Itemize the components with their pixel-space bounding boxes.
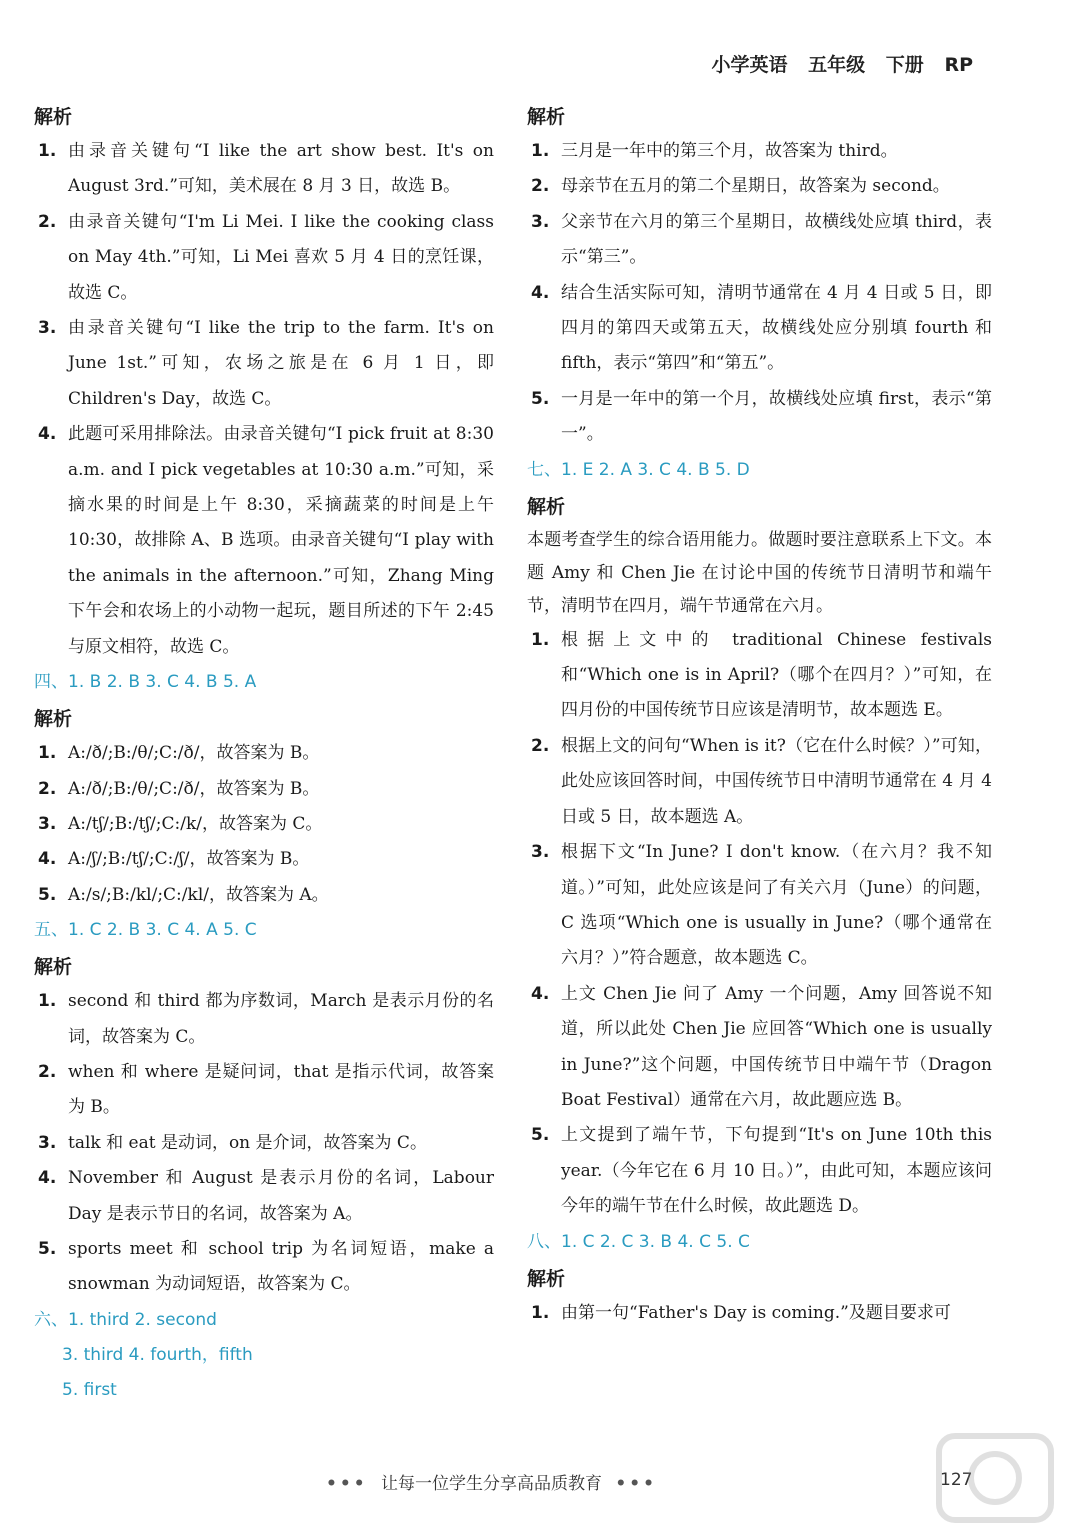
item-number: 2. [38,211,57,232]
section-4-answers: 四、1. B 2. B 3. C 4. B 5. A [34,672,257,693]
analysis-item [527,382,992,453]
page-header [698,50,973,77]
item-number: 4. [531,282,550,303]
footer-slogan: 让每一位学生分享高品质教育 [381,1474,603,1494]
item-text: 上文 Chen Jie 问了 Amy 一个问题，Amy 回答说不知道，所以此处 Chen Jie 应回答“Which one is usually in June?”这个问题，中国传统节日中端午节（Dragon Boat Festival）通常在六月，故此题应选 B。 [561,983,992,1110]
item-text: A:/tʃ/;B:/tʃ/;C:/k/，故答案为 C。 [68,813,323,834]
analysis-list [527,134,992,453]
analysis-item [34,807,494,842]
item-number: 3. [38,813,57,834]
item-text: 父亲节在六月的第三个星期日，故横线处应填 third，表示“第三”。 [561,211,992,268]
analysis-item [527,205,992,276]
item-text: talk 和 eat 是动词，on 是介词，故答案为 C。 [68,1132,427,1153]
item-text: 此题可采用排除法。由录音关键句“I pick fruit at 8:30 a.m. and I pick vegetables at 10:30 a.m.”可知，采摘水果的时间是上午 8:30，采摘蔬菜的时间是上午 10:30，故排除 A、B 选项。由录音关键句“I play with the animals in the afternoon.”可知，Zhang Ming 下午会和农场上的小动物一起玩，题目所述的下午 2:45 与原文相符，故选 C。 [68,424,494,657]
item-number: 3. [38,318,57,339]
section-5-analysis-list [34,984,494,1303]
item-number: 5. [38,884,57,905]
item-text: A:/ʃ/;B:/tʃ/;C:/ʃ/，故答案为 B。 [68,849,310,870]
footer-dots-left: ••• [326,1474,368,1494]
analysis-list [34,134,494,665]
analysis-item [34,417,494,665]
item-number: 4. [38,1168,57,1189]
item-number: 4. [38,424,57,445]
header-grade: 五年级 [808,54,866,76]
item-number: 3. [531,211,550,232]
item-number: 1. [531,1302,550,1323]
section-8-analysis-list [527,1296,992,1331]
header-volume: 下册 [885,54,924,76]
section-6-answers-line-3: 5. first [62,1379,117,1400]
section-6-answers-line-1: 六、1. third 2. second [34,1309,217,1330]
analysis-item [34,1232,494,1303]
item-number: 2. [531,176,550,197]
item-number: 2. [38,1061,57,1082]
analysis-item [34,1161,494,1232]
item-number: 1. [531,141,550,161]
analysis-item [527,169,992,204]
analysis-item [527,835,992,977]
item-text: November 和 August 是表示月份的名词，Labour Day 是表示节日的名词，故答案为 A。 [68,1168,494,1224]
item-text: second 和 third 都为序数词，March 是表示月份的名词，故答案为 C。 [68,991,494,1047]
item-number: 3. [531,842,550,863]
item-text: 根据上文中的 traditional Chinese festivals 和“Which one is in April?（哪个在四月？）”可知，在四月份的中国传统节日应该是清明节，故本题选 E。 [561,629,992,721]
page-number: 127 [940,1470,973,1490]
section-heading: 解析 [527,106,566,128]
section-8-answers: 八、1. C 2. C 3. B 4. C 5. C [527,1231,750,1252]
analysis-item [34,842,494,877]
item-number: 5. [531,1125,550,1146]
section-7-intro: 本题考查学生的综合语用能力。做题时要注意联系上下文。本题 Amy 和 Chen Jie 在讨论中国的传统节日清明节和端午节，清明节在四月，端午节通常在六月。 [527,529,992,616]
item-number: 5. [531,388,550,409]
analysis-item [34,1126,494,1161]
item-number: 3. [38,1132,57,1153]
item-number: 2. [38,778,57,799]
item-text: when 和 where 是疑问词，that 是指示代词，故答案为 B。 [68,1061,494,1118]
item-text: 由录音关键句“I like the art show best. It's on August 3rd.”可知，美术展在 8 月 3 日，故选 B。 [68,141,494,197]
section-8-heading: 解析 [527,1267,566,1290]
item-number: 4. [531,983,550,1004]
item-text: sports meet 和 school trip 为名词短语，make a snowman 为动词短语，故答案为 C。 [68,1238,494,1295]
section-7-answers: 七、1. E 2. A 3. C 4. B 5. D [527,459,750,480]
section-4-analysis-list [34,736,494,913]
section-6-answers-line-2: 3. third 4. fourth，fifth [62,1344,253,1365]
analysis-item [527,977,992,1119]
item-number: 1. [38,141,57,161]
item-number: 4. [38,849,57,870]
analysis-item [527,276,992,382]
footer-dots-right: ••• [615,1474,658,1494]
right-column [527,98,992,1331]
analysis-item [34,878,494,913]
section-5-answers: 五、1. C 2. B 3. C 4. A 5. C [34,920,257,941]
item-text: 结合生活实际可知，清明节通常在 4 月 4 日或 5 日，即四月的第四天或第五天，故横线处应分别填 fourth 和 fifth，表示“第四”和“第五”。 [561,282,992,374]
item-number: 5. [38,1238,57,1259]
item-text: 根据上文的问句“When is it?（它在什么时候？）”可知，此处应该回答时间，中国传统节日中清明节通常在 4 月 4 日或 5 日，故本题选 A。 [561,735,992,827]
item-text: 根据下文“In June? I don't know.（在六月？我不知道。）”可知，此处应该是问了有关六月（June）的问题，C 选项“Which one is usually in June?（哪个通常在六月？）”符合题意，故本题选 C。 [561,842,992,969]
item-text: 一月是一年中的第一个月，故横线处应填 first，表示“第一”。 [561,388,992,445]
left-column [34,98,494,1408]
item-number: 1. [531,629,550,650]
analysis-item [527,729,992,835]
section-7-heading: 解析 [527,495,566,518]
analysis-item [34,1055,494,1126]
item-number: 1. [38,743,57,764]
header-subject: 小学英语 [711,54,788,76]
item-number: 1. [38,991,57,1012]
analysis-item [34,311,494,417]
analysis-item [34,984,494,1055]
section-heading: 解析 [34,106,73,128]
item-text: A:/s/;B:/kl/;C:/kl/，故答案为 A。 [68,884,329,905]
analysis-item [527,1296,992,1331]
analysis-item [34,134,494,205]
item-text: A:/ð/;B:/θ/;C:/ð/，故答案为 B。 [68,743,320,764]
analysis-item [527,623,992,729]
analysis-item [34,772,494,807]
section-4-heading: 解析 [34,708,73,731]
item-text: 由录音关键句“I'm Li Mei. I like the cooking class on May 4th.”可知，Li Mei 喜欢 5 月 4 日的烹饪课，故选 C。 [68,211,494,303]
analysis-item [34,205,494,311]
item-text: 由第一句“Father's Day is coming.”及题目要求可 [561,1302,951,1323]
item-text: 上文提到了端午节，下句提到“It's on June 10th this year.（今年它在 6 月 10 日。）”，由此可知，本题应该问今年的端午节在什么时候，故此题选 D。 [561,1125,992,1217]
analysis-item [527,1118,992,1224]
analysis-item [527,134,992,169]
item-text: 母亲节在五月的第二个星期日，故答案为 second。 [561,176,950,197]
item-text: 三月是一年中的第三个月，故答案为 third。 [561,141,898,161]
analysis-item [34,736,494,771]
watermark-logo [935,1428,1055,1528]
section-7-analysis-list [527,623,992,1225]
section-5-heading: 解析 [34,956,73,979]
page-footer [318,1469,665,1494]
item-number: 2. [531,735,550,756]
item-text: 由录音关键句“I like the trip to the farm. It's on June 1st.”可知，农场之旅是在 6 月 1 日，即 Children's Day，故选 C。 [68,318,494,409]
header-edition: RP [944,54,973,76]
item-text: A:/ð/;B:/θ/;C:/ð/，故答案为 B。 [68,778,320,799]
